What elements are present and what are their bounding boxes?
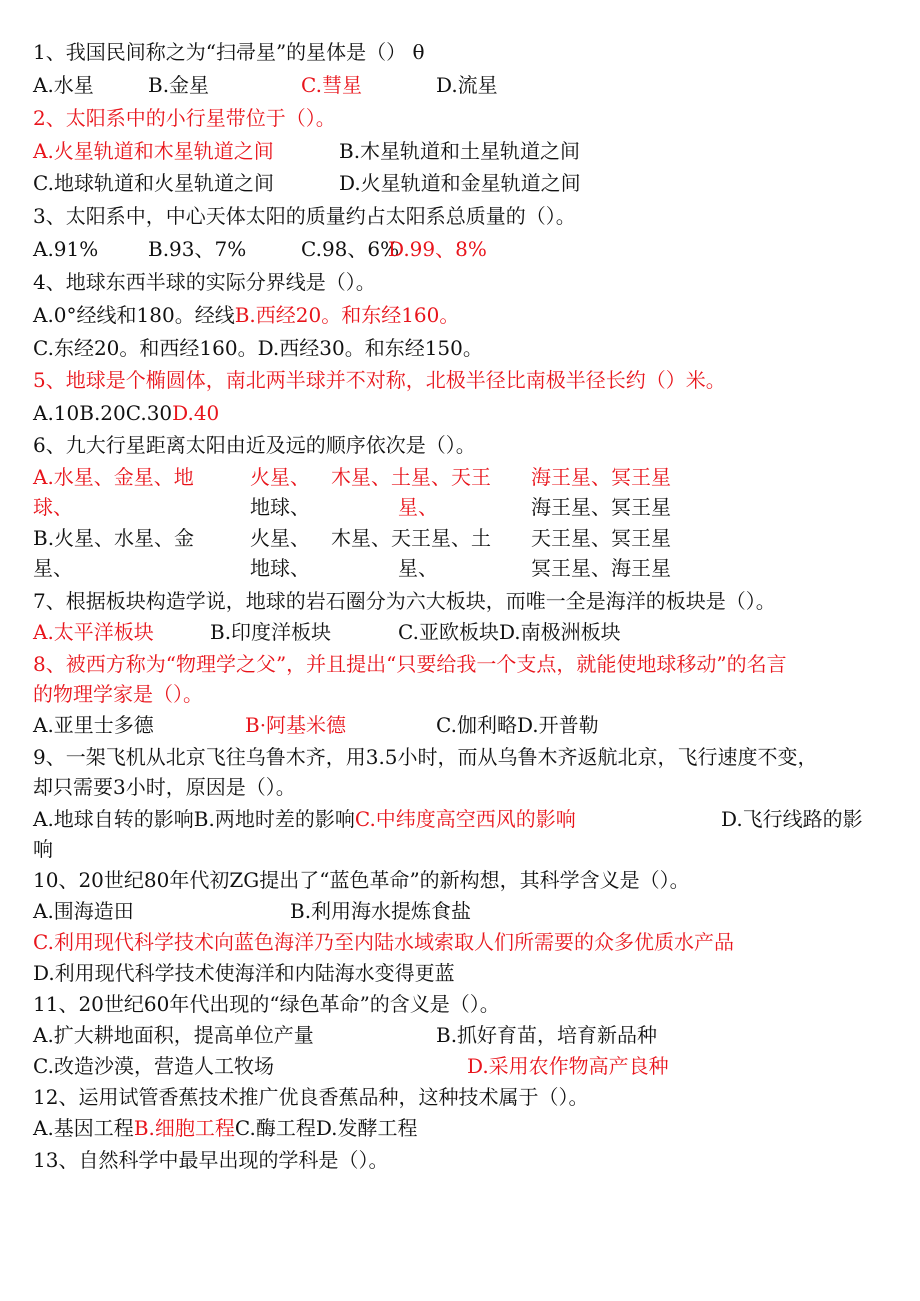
q6-b-col4-l2: 冥王星、海王星	[531, 556, 671, 580]
q4-option-b-answer: B.西经20。和东经160。	[234, 303, 460, 327]
q8-options-cd: C.伽利略D.开普勒	[436, 713, 599, 737]
q13-question: 13、自然科学中最早出现的学科是（）。	[33, 1148, 389, 1172]
q9-option-d-l2: 响	[33, 837, 53, 861]
q8-question-l2: 的物理学家是（）。	[33, 682, 203, 706]
q11-option-d-answer: D.采用农作物高产良种	[467, 1054, 669, 1078]
q2-option-d: D.火星轨道和金星轨道之间	[339, 171, 581, 195]
q2-option-c: C.地球轨道和火星轨道之间	[33, 171, 274, 195]
q6-a-col2-l1: 火星、	[250, 465, 310, 489]
q7-options-cd: C.亚欧板块D.南极洲板块	[398, 620, 621, 644]
q6-a-col1-l1: A.水星、金星、地	[33, 465, 194, 489]
q6-b-col4-l1: 天王星、冥王星	[531, 526, 671, 550]
q6-b-col1-l2: 星、	[33, 556, 73, 580]
q6-b-col3-l2: 星、	[398, 556, 438, 580]
q5-options-row	[33, 400, 219, 426]
q10-question: 10、20世纪80年代初ZG提出了“蓝色革命”的新构想，其科学含义是（）。	[33, 868, 690, 892]
q6-a-col3-l2: 星、	[398, 495, 438, 519]
q7-question: 7、根据板块构造学说，地球的岩石圈分为六大板块，而唯一全是海洋的板块是（）。	[33, 589, 776, 613]
q6-a-col3-l1: 木星、土星、天王	[331, 465, 491, 489]
q1-option-c-answer: C.彗星	[301, 73, 362, 97]
q1-option-b: B.金星	[148, 73, 210, 97]
q4-options-row1	[33, 302, 459, 328]
q9-question-l1: 9、一架飞机从北京飞往乌鲁木齐，用3.5小时，而从乌鲁木齐返航北京，飞行速度不变，	[33, 745, 818, 769]
q6-a-col2-l2: 地球、	[250, 495, 310, 519]
q11-question: 11、20世纪60年代出现的“绿色革命”的含义是（）。	[33, 992, 500, 1016]
q9-options-row	[33, 806, 576, 832]
q6-b-col1-l1: B.火星、水星、金	[33, 526, 195, 550]
q9-option-d-l1: D.飞行线路的影	[721, 807, 863, 831]
q6-b-col2-l1: 火星、	[250, 526, 310, 550]
q10-option-b: B.利用海水提炼食盐	[290, 899, 472, 923]
q12-options-row	[33, 1115, 418, 1141]
q6-a-col4-l2: 海王星、冥王星	[531, 495, 671, 519]
q2-question: 2、太阳系中的小行星带位于（）。	[33, 106, 336, 130]
q3-option-c: C.98、6%	[301, 237, 400, 261]
q5-question: 5、地球是个椭圆体，南北两半球并不对称，北极半径比南极半径长约（）米。	[33, 368, 726, 392]
q11-option-b: B.抓好育苗，培育新品种	[436, 1023, 658, 1047]
q3-option-b: B.93、7%	[148, 237, 247, 261]
q2-option-b: B.木星轨道和土星轨道之间	[339, 139, 581, 163]
q8-option-a: A.亚里士多德	[33, 713, 154, 737]
q7-option-b: B.印度洋板块	[210, 620, 332, 644]
q8-question-l1: 8、被西方称为“物理学之父”，并且提出“只要给我一个支点，就能使地球移动”的名言	[33, 652, 787, 676]
q4-question: 4、地球东西半球的实际分界线是（）。	[33, 270, 376, 294]
q12-options-cd: C.酶工程D.发酵工程	[234, 1116, 418, 1140]
q1-option-a: A.水星	[33, 73, 94, 97]
q3-question: 3、太阳系中，中心天体太阳的质量约占太阳系总质量的（）。	[33, 204, 576, 228]
q5-options-abc: A.10B.20C.30	[33, 401, 173, 425]
q6-a-col4-l1: 海王星、冥王星	[531, 465, 671, 489]
q2-option-a-answer: A.火星轨道和木星轨道之间	[33, 139, 274, 163]
q1-option-d: D.流星	[436, 73, 498, 97]
q12-option-a: A.基因工程	[33, 1116, 134, 1140]
q10-option-d: D.利用现代科学技术使海洋和内陆海水变得更蓝	[33, 961, 455, 985]
q11-option-a: A.扩大耕地面积，提高单位产量	[33, 1023, 314, 1047]
q1-question: 1、我国民间称之为“扫帚星”的星体是（） θ	[33, 40, 425, 64]
q9-question-l2: 却只需要3小时，原因是（）。	[33, 775, 296, 799]
q12-question: 12、运用试管香蕉技术推广优良香蕉品种，这种技术属于（）。	[33, 1085, 589, 1109]
q6-b-col3-l1: 木星、天王星、土	[331, 526, 491, 550]
q4-options-cd: C.东经20。和西经160。D.西经30。和东经150。	[33, 336, 483, 360]
q9-option-c-answer: C.中纬度高空西风的影响	[354, 807, 576, 831]
q8-option-b-answer: B·阿基米德	[245, 713, 347, 737]
q3-option-a: A.91%	[33, 237, 99, 261]
q10-option-c-answer: C.利用现代科学技术向蓝色海洋乃至内陆水域索取人们所需要的众多优质水产品	[33, 930, 734, 954]
q6-b-col2-l2: 地球、	[250, 556, 310, 580]
q7-option-a-answer: A.太平洋板块	[33, 620, 154, 644]
q11-option-c: C.改造沙漠，营造人工牧场	[33, 1054, 274, 1078]
q4-option-a: A.0°经线和180。经线	[33, 303, 235, 327]
q9-options-ab: A.地球自转的影响B.两地时差的影响	[33, 807, 355, 831]
q6-a-col1-l2: 球、	[33, 495, 73, 519]
q3-option-d-answer: D.99、8%	[388, 237, 487, 261]
q5-option-d-answer: D.40	[172, 401, 220, 425]
q6-question: 6、九大行星距离太阳由近及远的顺序依次是（）。	[33, 433, 476, 457]
q10-option-a: A.围海造田	[33, 899, 134, 923]
q12-option-b-answer: B.细胞工程	[133, 1116, 235, 1140]
